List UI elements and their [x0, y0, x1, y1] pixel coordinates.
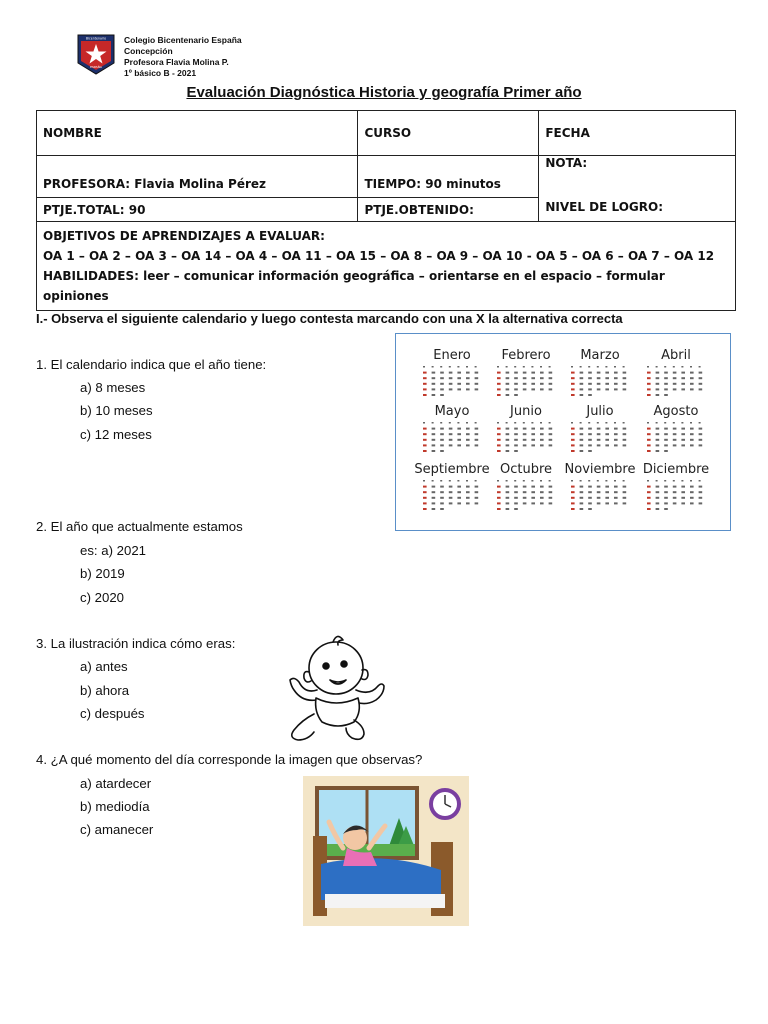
field-nombre[interactable]: NOMBRE	[37, 111, 358, 156]
month-days-grid	[495, 479, 557, 513]
month-days-grid	[569, 479, 631, 513]
svg-text:Bicentenario: Bicentenario	[85, 36, 107, 41]
calendar-month: Abril	[635, 348, 717, 399]
q2-option-a[interactable]: es: a) 2021	[80, 543, 146, 558]
field-nota-nivel[interactable]	[539, 156, 736, 222]
month-days-grid	[495, 365, 557, 399]
calendar-month: Junio	[485, 404, 567, 455]
month-days-grid	[495, 421, 557, 455]
school-course: 1º básico B - 2021	[124, 68, 197, 78]
skills-list: HABILIDADES: leer – comunicar información geográfica – orientarse en el espacio – formular opiniones	[43, 269, 665, 303]
calendar-month: Noviembre	[559, 462, 641, 513]
q3-option-b[interactable]: b) ahora	[80, 683, 130, 698]
question-2: 2. El año que actualmente estamos	[36, 519, 243, 534]
q2-option-b[interactable]: b) 2019	[80, 566, 125, 581]
field-curso[interactable]: CURSO	[358, 111, 539, 156]
q3-option-a[interactable]: a) antes	[80, 659, 128, 674]
month-days-grid	[645, 421, 707, 455]
field-profesora: PROFESORA: Flavia Molina Pérez	[37, 156, 358, 198]
calendar-month: Diciembre	[635, 462, 717, 513]
question-1: 1. El calendario indica que el año tiene:	[36, 357, 267, 372]
month-days-grid	[421, 479, 483, 513]
school-city: Concepción	[124, 46, 173, 56]
q3-option-c[interactable]: c) después	[80, 706, 145, 721]
svg-text:ESPAÑA: ESPAÑA	[90, 65, 102, 69]
field-nivel-logro: NIVEL DE LOGRO:	[545, 200, 663, 214]
q1-option-a[interactable]: a) 8 meses	[80, 380, 146, 395]
student-info-table	[36, 110, 736, 311]
objectives-list: OA 1 – OA 2 – OA 3 – OA 14 – OA 4 – OA 11 – OA 15 – OA 8 – OA 9 – OA 10 - OA 5 – OA 6 – OA 7 – OA 12	[43, 249, 715, 263]
objectives-title: OBJETIVOS DE APRENDIZAJES A EVALUAR:	[43, 229, 325, 243]
question-3: 3. La ilustración indica cómo eras:	[36, 636, 236, 651]
calendar-month: Enero	[411, 348, 493, 399]
month-days-grid	[569, 365, 631, 399]
field-fecha[interactable]: FECHA	[539, 111, 736, 156]
document-title: Evaluación Diagnóstica Historia y geografía Primer año	[186, 84, 582, 101]
month-days-grid	[645, 365, 707, 399]
month-days-grid	[569, 421, 631, 455]
month-days-grid	[421, 421, 483, 455]
field-ptje-total: PTJE.TOTAL: 90	[37, 198, 358, 222]
school-logo	[76, 33, 116, 75]
q2-option-c[interactable]: c) 2020	[80, 590, 124, 605]
section-heading: I.- Observa el siguiente calendario y luego contesta marcando con una X la alternativa correcta	[36, 311, 623, 326]
school-teacher: Profesora Flavia Molina P.	[124, 57, 229, 67]
field-tiempo: TIEMPO: 90 minutos	[358, 156, 539, 198]
field-nota: NOTA:	[545, 156, 588, 170]
q1-option-c[interactable]: c) 12 meses	[80, 427, 152, 442]
question-4: 4. ¿A qué momento del día corresponde la imagen que observas?	[36, 752, 423, 767]
calendar-month: Julio	[559, 404, 641, 455]
q4-option-c[interactable]: c) amanecer	[80, 822, 154, 837]
calendar-month: Mayo	[411, 404, 493, 455]
calendar-month: Septiembre	[411, 462, 493, 513]
calendar-month: Agosto	[635, 404, 717, 455]
q4-option-a[interactable]: a) atardecer	[80, 776, 152, 791]
q4-option-b[interactable]: b) mediodía	[80, 799, 150, 814]
calendar-month: Octubre	[485, 462, 567, 513]
field-ptje-obtenido[interactable]: PTJE.OBTENIDO:	[358, 198, 539, 222]
calendar-month: Marzo	[559, 348, 641, 399]
q1-option-b[interactable]: b) 10 meses	[80, 403, 153, 418]
school-name: Colegio Bicentenario España	[124, 35, 242, 45]
month-days-grid	[421, 365, 483, 399]
waking-up-illustration	[303, 776, 469, 926]
calendar-month: Febrero	[485, 348, 567, 399]
objectives-cell	[37, 222, 736, 311]
baby-illustration	[284, 630, 390, 742]
year-calendar	[395, 333, 731, 531]
month-days-grid	[645, 479, 707, 513]
school-info	[124, 35, 242, 79]
